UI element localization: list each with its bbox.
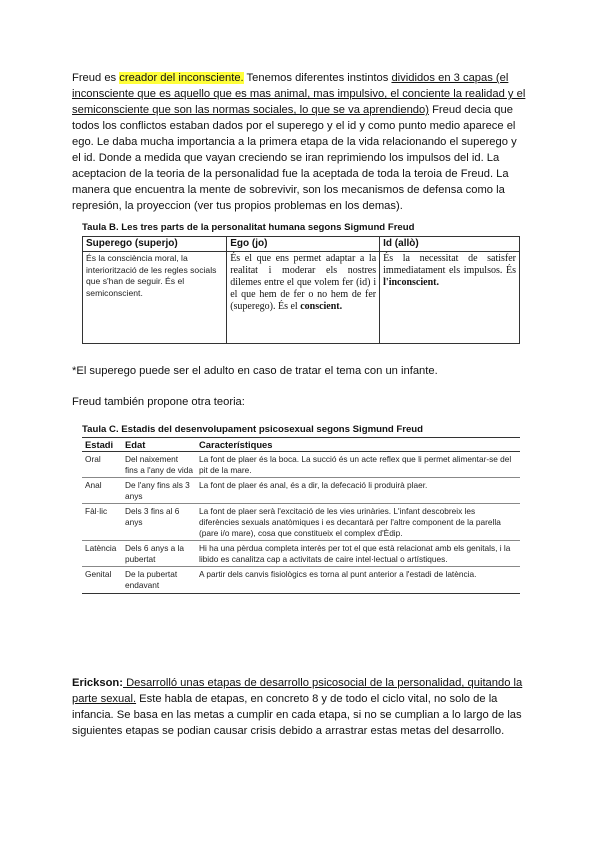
erickson-name: Erickson: [72, 677, 123, 689]
header-stage: Estadi [82, 438, 122, 452]
stage-cell: Latència [82, 541, 122, 567]
freud-other-theory: Freud también propone otra teoria: [72, 396, 245, 408]
age-cell: Del naixement fins a l'any de vida [122, 452, 196, 478]
table-b-caption: Taula B. Les tres parts de la personalitat humana segons Sigmund Freud [82, 222, 415, 233]
table-c-header-row [82, 438, 520, 452]
cell-id-bold: l'inconscient. [383, 277, 439, 288]
header-id: Id (allò) [380, 237, 520, 252]
table-c-caption: Taula C. Estadis del desenvolupament psicosexual segons Sigmund Freud [82, 424, 424, 435]
header-ego: Ego (jo) [227, 237, 380, 252]
age-cell: Dels 6 anys a la pubertat [122, 541, 196, 567]
erickson-paragraph [72, 675, 528, 739]
desc-cell: La font de plaer serà l'excitació de les vies urinàries. L'infant descobreix les diferències sexuals anatòmiques i es decantarà per l'altre component de la parella (pare i/o mare), cosa que constitueix el complex d'Èdip. [196, 504, 520, 541]
underlined-text: divididos en 3 capas (el inconsciente que es aquello que es mas animal, mas impulsivo, el conciente la realidad y el semiconsciente que son las normas sociales, lo que se va aprendiendo) [72, 72, 526, 116]
desc-cell: La font de plaer és la boca. La succió és un acte reflex que li permet alimentar-se del pit de la mare. [196, 452, 520, 478]
table-row [82, 541, 520, 567]
freud-intro-paragraph [72, 70, 528, 214]
superego-note: *El superego puede ser el adulto en caso de tratar el tema con un infante. [72, 365, 438, 377]
intro-text-4: Freud decia que todos los conflictos estaban dados por el superego y el id y como punto medio aparece el ego. Le daba mucha importancia a la primera etapa de la vida relacionando el superego y el id. Donde a medida que vayan creciendo se iran reprimiendo los impulsos del id. La aceptacion de la teoria de la personalidad fue la aceptada de toda la teroia de Freud. La manera que encuentra la mente de sobrevivir, son los mecanismos de defensa como la represión, la proyeccion (ver tus propios problemas en los demas). [72, 104, 517, 212]
stage-cell: Oral [82, 452, 122, 478]
table-b [82, 236, 520, 344]
desc-cell: Hi ha una pèrdua completa interès per tot el que està relacionat amb els genitals, i la libido es canalitza cap a activitats de caire intel·lectual o artístiques. [196, 541, 520, 567]
cell-ego [227, 252, 380, 344]
desc-cell: La font de plaer és anal, és a dir, la defecació li produirà plaer. [196, 478, 520, 504]
table-c [82, 437, 520, 594]
stage-cell: Anal [82, 478, 122, 504]
age-cell: De la pubertat endavant [122, 567, 196, 593]
stage-cell: Genital [82, 567, 122, 593]
age-cell: De l'any fins als 3 anys [122, 478, 196, 504]
table-b-row [83, 252, 520, 344]
cell-id-text: És la necessitat de satisfer immediatament els impulsos. És [383, 253, 516, 276]
erickson-underlined: Desarrolló unas etapas de desarrollo psicosocial de la personalidad, quitando la parte sexual. [72, 677, 523, 705]
cell-superego: És la consciència moral, la interiorització de les regles socials que s'han de seguir. És el semiconscient. [83, 252, 227, 344]
stage-cell: Fàl·lic [82, 504, 122, 541]
table-row [82, 504, 520, 541]
header-superego: Superego (superjo) [83, 237, 227, 252]
header-age: Edat [122, 438, 196, 452]
header-characteristics: Característiques [196, 438, 520, 452]
erickson-text: Este habla de etapas, en concreto 8 y de todo el ciclo vital, no solo de la infancia. Se basa en las metas a cumplir en cada etapa, si no se cumplian a lo largo de las siguientes etapas se podian causar crisis debido a arrastrar estas metas del desarrollo. [72, 693, 522, 737]
cell-id [380, 252, 520, 344]
table-row [82, 452, 520, 478]
highlighted-text: creador del inconsciente. [119, 72, 244, 84]
table-row [82, 567, 520, 593]
cell-ego-bold: conscient. [300, 301, 343, 312]
intro-text-0: Freud es [72, 72, 120, 84]
table-row [82, 478, 520, 504]
table-b-header-row [83, 237, 520, 252]
cell-ego-text: És el que ens permet adaptar a la realitat i moderar els nostres dilemes entre el que volem fer (id) i el que hem de fer o no hem de fer (superego). És el [230, 253, 377, 312]
intro-text-2: Tenemos diferentes instintos [243, 72, 392, 84]
age-cell: Dels 3 fins al 6 anys [122, 504, 196, 541]
desc-cell: A partir dels canvis fisiològics es torna al punt anterior a l'estadi de latència. [196, 567, 520, 593]
